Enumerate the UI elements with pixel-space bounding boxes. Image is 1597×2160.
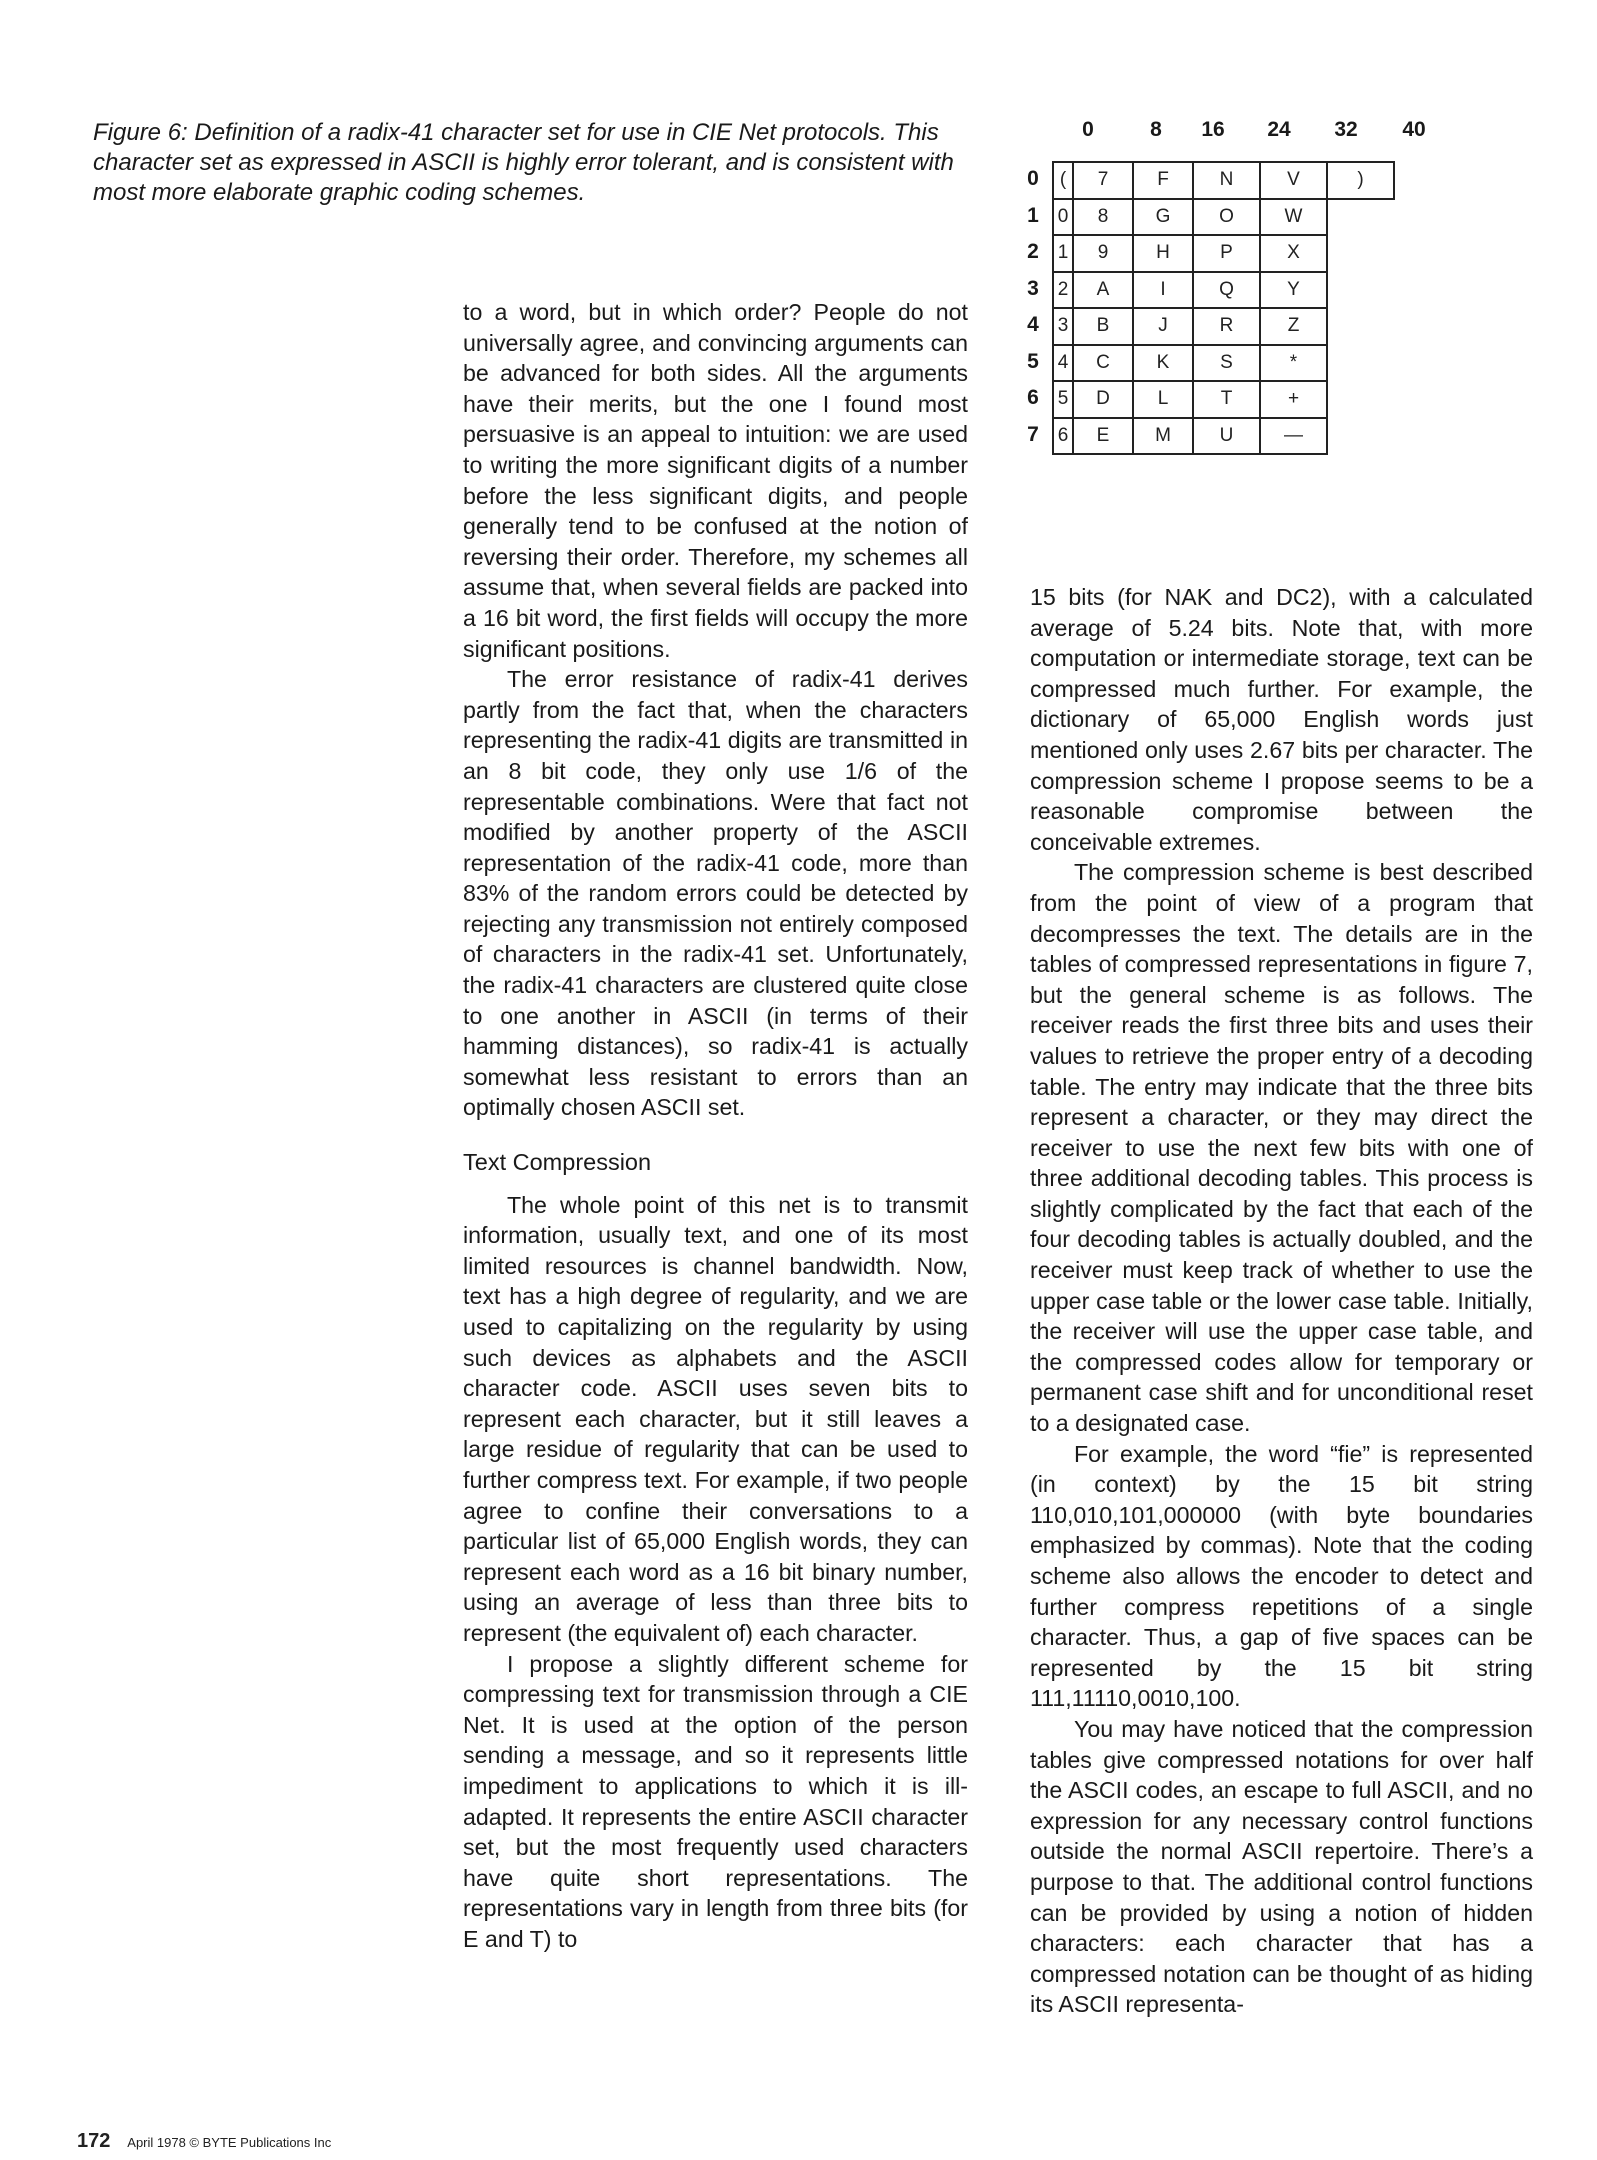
- table-cell: J: [1132, 307, 1194, 346]
- table-cell: Y: [1259, 271, 1328, 310]
- table-cell: X: [1259, 234, 1328, 273]
- table-cell: 5: [1052, 380, 1074, 419]
- row-header: 0: [1027, 167, 1039, 190]
- page-number: 172: [77, 2130, 111, 2152]
- paragraph: I propose a slightly different scheme for compressing text for transmission through a CIE Net. It is used at the option of the person sending a message, and so it represents little impediment to applications to which it is ill-adapted. It represents the entire ASCII character set, but the most frequently used characters have quite short representations. The representations vary in length from three bits (for E and T) to: [463, 1650, 968, 1952]
- table-cell: 9: [1072, 234, 1134, 273]
- table-cell: L: [1132, 380, 1194, 419]
- right-column: [1030, 582, 1533, 2020]
- table-cell: 4: [1052, 344, 1074, 383]
- table-cell: 2: [1052, 271, 1074, 310]
- paragraph: The compression scheme is best described from the point of view of a program that decompresses the text. The details are in the tables of compressed representations in figure 7, but the general scheme is as follows. The receiver reads the first three bits and uses their values to retrieve the proper entry of a decoding table. The entry may indicate that the three bits represent a character, or they may direct the receiver to use the next few bits with one of three additional decoding tables. This process is slightly complicated by the fact that each of the four decoding tables is actually doubled, and the receiver must keep track of whether to use the upper case table or the lower case table. Initially, the receiver will use the upper case table, and the compressed codes allow for temporary or permanent case shift and for unconditional reset to a designated case.: [1030, 859, 1533, 1437]
- column-header: 0: [1082, 118, 1094, 141]
- paragraph: For example, the word “fie” is represented (in context) by the 15 bit string 110,010,101,000000 (with byte boundaries emphasized by commas). Note that the coding scheme also allows the encoder to detect and further compress repetitions of a single character. Thus, a gap of five spaces can be represented by the 15 bit string 111,11110,0010,100.: [1030, 1440, 1533, 1712]
- row-header: 1: [1027, 203, 1039, 227]
- table-cell: A: [1072, 271, 1134, 310]
- left-column: [463, 297, 968, 1954]
- column-header: 16: [1201, 118, 1225, 141]
- table-cell: 0: [1052, 198, 1074, 237]
- column-header: 8: [1150, 118, 1162, 141]
- table-cell: T: [1192, 380, 1261, 419]
- table-cell: W: [1259, 198, 1328, 237]
- page-footer: [77, 2130, 331, 2153]
- paragraph: You may have noticed that the compression tables give compressed notations for over half the ASCII codes, an escape to full ASCII, and no expression for any necessary control functions outside the normal ASCII repertoire. There’s a purpose to that. The additional control functions can be provided by using a notion of hidden characters: each character that has a compressed notation can be thought of as hiding its ASCII representa-: [1030, 1715, 1533, 2018]
- table-cell: B: [1072, 307, 1134, 346]
- table-cell: P: [1192, 234, 1261, 273]
- row-header: 5: [1027, 349, 1039, 373]
- table-cell: *: [1259, 344, 1328, 383]
- table-cell: (: [1052, 161, 1074, 200]
- table-cell: 8: [1072, 198, 1134, 237]
- table-cell: E: [1072, 417, 1134, 456]
- table-cell: C: [1072, 344, 1134, 383]
- table-cell: H: [1132, 234, 1194, 273]
- table-cell: 6: [1052, 417, 1074, 456]
- table-cell: F: [1132, 161, 1194, 200]
- section-heading: Text Compression: [463, 1149, 652, 1176]
- table-cell: N: [1192, 161, 1261, 200]
- table-cell: —: [1259, 417, 1328, 456]
- table-cell: R: [1192, 307, 1261, 346]
- column-header: 40: [1402, 118, 1426, 141]
- figure-caption: Figure 6: Definition of a radix-41 character set for use in CIE Net protocols. This character set as expressed in ASCII is highly error tolerant, and is consistent with most more elaborate graphic coding schemes.: [93, 119, 954, 206]
- table-cell: Q: [1192, 271, 1261, 310]
- table-cell: K: [1132, 344, 1194, 383]
- table-cell: M: [1132, 417, 1194, 456]
- paragraph: The error resistance of radix-41 derives partly from the fact that, when the characters representing the radix-41 digits are transmitted in an 8 bit code, they only use 1/6 of the representable combinations. Were that fact not modified by another property of the ASCII representation of the radix-41 code, more than 83% of the random errors could be detected by rejecting any transmission not entirely composed of characters in the radix-41 set. Unfortunately, the radix-41 characters are clustered quite close to one another in ASCII (in terms of their hamming distances), so radix-41 is actually somewhat less resistant to errors than an optimally chosen ASCII set.: [463, 666, 968, 1121]
- table-cell: U: [1192, 417, 1261, 456]
- table-cell: 7: [1072, 161, 1134, 200]
- table-cell: G: [1132, 198, 1194, 237]
- table-cell: O: [1192, 198, 1261, 237]
- row-header: 3: [1027, 276, 1039, 300]
- table-cell: I: [1132, 271, 1194, 310]
- row-header: 2: [1027, 240, 1039, 263]
- column-header: 32: [1334, 118, 1358, 141]
- table-cell: Z: [1259, 307, 1328, 346]
- table-cell: V: [1259, 161, 1328, 200]
- table-cell: D: [1072, 380, 1134, 419]
- row-header: 6: [1027, 386, 1039, 409]
- table-cell: 1: [1052, 234, 1074, 273]
- table-cell: ): [1326, 161, 1395, 200]
- paragraph: 15 bits (for NAK and DC2), with a calculated average of 5.24 bits. Note that, with more computation or intermediate storage, text can be compressed much further. For example, the dictionary of 65,000 English words just mentioned only uses 2.67 bits per character. The compression scheme I propose seems to be a reasonable compromise between the conceivable extremes.: [1030, 584, 1533, 855]
- paragraph: The whole point of this net is to transmit information, usually text, and one of its most limited resources is channel bandwidth. Now, text has a high degree of regularity, and we are used to capitalizing on the regularity by using such devices as alphabets and the ASCII character code. ASCII uses seven bits to represent each character, but it still leaves a large residue of regularity that can be used to further compress text. For example, if two people agree to confine their conversations to a particular list of 65,000 English words, they can represent each word as a 16 bit binary number, using an average of less than three bits to represent (the equivalent of) each character.: [463, 1191, 968, 1646]
- row-header: 7: [1027, 422, 1039, 446]
- table-cell: 3: [1052, 307, 1074, 346]
- column-header: 24: [1267, 118, 1291, 141]
- table-cell: +: [1259, 380, 1328, 419]
- footer-credit: April 1978 © BYTE Publications Inc: [127, 2135, 332, 2150]
- row-header: 4: [1027, 313, 1039, 336]
- paragraph: to a word, but in which order? People do not universally agree, and convincing arguments can be advanced for both sides. All the arguments have their merits, but the one I found most persuasive is an appeal to intuition: we are used to writing the more significant digits of a number before the less significant digits, and people generally tend to be confused at the notion of reversing their order. Therefore, my schemes all assume that, when several fields are packed into a 16 bit word, the first fields will occupy the more significant positions.: [463, 299, 968, 662]
- table-cell: S: [1192, 344, 1261, 383]
